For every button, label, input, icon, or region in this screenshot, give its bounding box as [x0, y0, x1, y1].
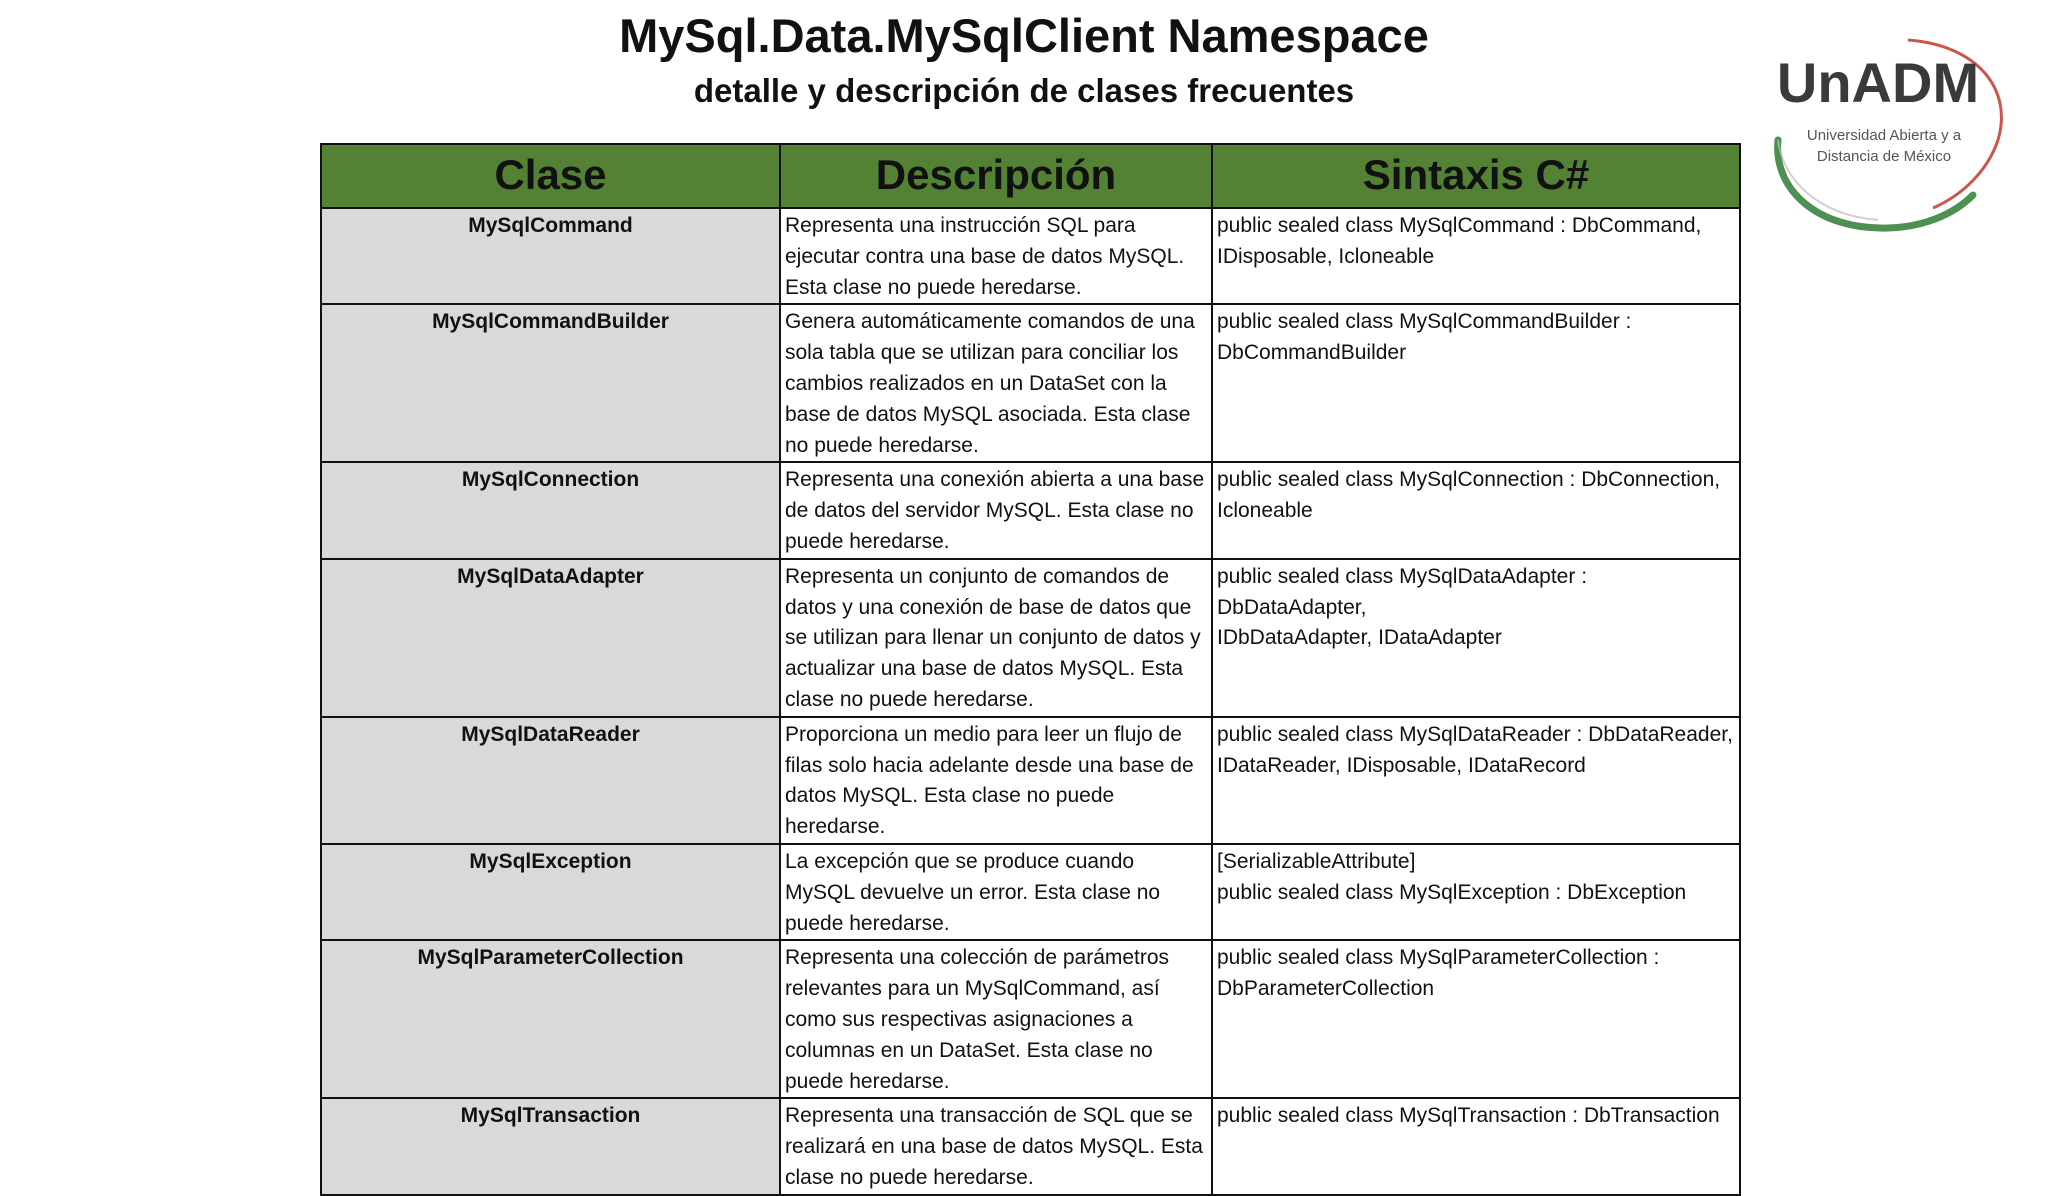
syntax-line: public sealed class MySqlConnection : DbConnection, Icloneable — [1217, 468, 1721, 523]
table-row — [321, 717, 1740, 844]
class-name-cell: MySqlConnection — [321, 462, 780, 558]
description-cell: Representa una transacción de SQL que se realizará en una base de datos MySQL. Esta clase no puede heredarse. — [780, 1098, 1212, 1194]
table-header-row — [321, 144, 1740, 208]
description-cell: Proporciona un medio para leer un flujo de filas solo hacia adelante desde una base de datos MySQL. Esta clase no puede heredarse. — [780, 717, 1212, 844]
page-subtitle: detalle y descripción de clases frecuentes — [693, 72, 1355, 109]
unadm-logo — [1758, 30, 2018, 240]
syntax-cell — [1212, 304, 1740, 462]
class-name-cell: MySqlCommandBuilder — [321, 304, 780, 462]
class-name-cell: MySqlTransaction — [321, 1098, 780, 1194]
table-row — [321, 940, 1740, 1098]
class-name-cell: MySqlDataReader — [321, 717, 780, 844]
description-cell: Representa una colección de parámetros relevantes para un MySqlCommand, así como sus respectivas asignaciones a columnas en un DataSet. Esta clase no puede heredarse. — [780, 940, 1212, 1098]
syntax-cell — [1212, 844, 1740, 940]
logo-caption-line1: Universidad Abierta y a — [1806, 127, 1962, 144]
table-row — [321, 462, 1740, 558]
syntax-line: public sealed class MySqlParameterCollection : DbParameterCollection — [1217, 946, 1660, 1001]
description-cell: Representa una instrucción SQL para ejecutar contra una base de datos MySQL. Esta clase no puede heredarse. — [780, 208, 1212, 304]
class-name-cell: MySqlException — [321, 844, 780, 940]
syntax-cell — [1212, 717, 1740, 844]
column-header-descripcion: Descripción — [780, 144, 1212, 208]
syntax-cell — [1212, 559, 1740, 717]
classes-table — [320, 143, 1741, 1196]
page-title: MySql.Data.MySqlClient Namespace — [619, 9, 1429, 62]
syntax-line: public sealed class MySqlCommandBuilder : DbCommandBuilder — [1217, 310, 1632, 365]
description-cell: Representa una conexión abierta a una base de datos del servidor MySQL. Esta clase no puede heredarse. — [780, 462, 1212, 558]
syntax-cell — [1212, 1098, 1740, 1194]
description-cell: Representa un conjunto de comandos de datos y una conexión de base de datos que se utilizan para llenar un conjunto de datos y actualizar una base de datos MySQL. Esta clase no puede heredarse. — [780, 559, 1212, 717]
class-name-cell: MySqlParameterCollection — [321, 940, 780, 1098]
syntax-line: public sealed class MySqlCommand : DbCommand, IDisposable, Icloneable — [1217, 214, 1702, 268]
syntax-line: public sealed class MySqlDataAdapter : DbDataAdapter, — [1217, 564, 1588, 619]
syntax-cell — [1212, 208, 1740, 304]
logo-wordmark: UnADM — [1776, 51, 1980, 114]
table-row — [321, 304, 1740, 462]
class-name-cell: MySqlDataAdapter — [321, 559, 780, 717]
syntax-line: public sealed class MySqlTransaction : DbTransaction — [1217, 1104, 1720, 1128]
syntax-cell — [1212, 462, 1740, 558]
class-name-cell: MySqlCommand — [321, 208, 780, 304]
column-header-sintaxis: Sintaxis C# — [1212, 144, 1740, 208]
logo-caption-line2: Distancia de México — [1816, 148, 1952, 165]
table-row — [321, 208, 1740, 304]
description-cell: Genera automáticamente comandos de una sola tabla que se utilizan para conciliar los cambios realizados en un DataSet con la base de datos MySQL asociada. Esta clase no puede heredarse. — [780, 304, 1212, 462]
syntax-line: public sealed class MySqlDataReader : DbDataReader, IDataReader, IDisposable, IDataRecord — [1217, 722, 1733, 777]
syntax-line: IDbDataAdapter, IDataAdapter — [1217, 626, 1502, 650]
table-row — [321, 844, 1740, 940]
syntax-line: [SerializableAttribute] — [1217, 849, 1416, 873]
column-header-clase: Clase — [321, 144, 780, 208]
description-cell: La excepción que se produce cuando MySQL devuelve un error. Esta clase no puede heredarse. — [780, 844, 1212, 940]
syntax-line: public sealed class MySqlException : DbException — [1217, 880, 1687, 904]
table-row — [321, 1098, 1740, 1194]
table-row — [321, 559, 1740, 717]
syntax-cell — [1212, 940, 1740, 1098]
